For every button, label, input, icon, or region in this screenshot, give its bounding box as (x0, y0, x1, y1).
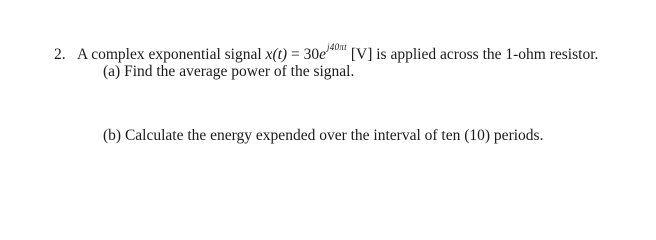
signal-name: x (265, 46, 273, 63)
part-b (103, 126, 543, 146)
signal-coefficient: 30 (303, 46, 320, 63)
problem-number: 2. (54, 46, 66, 63)
exponent: j40πt (326, 42, 347, 52)
problem-statement (54, 37, 598, 65)
signal-argument: (t) (272, 46, 288, 63)
problem-text-before: A complex exponential signal (77, 46, 266, 63)
problem-text-after: [V] is applied across the 1-ohm resistor. (346, 46, 599, 63)
part-b-label: (b) (103, 127, 122, 144)
exponential-base: e (319, 46, 326, 63)
part-a-text: Find the average power of the signal. (124, 63, 355, 80)
part-a-label: (a) (103, 63, 121, 80)
part-a (103, 62, 354, 82)
part-b-text: Calculate the energy expended over the interval of ten (10) periods. (124, 127, 544, 144)
equals-sign: = (287, 46, 304, 63)
